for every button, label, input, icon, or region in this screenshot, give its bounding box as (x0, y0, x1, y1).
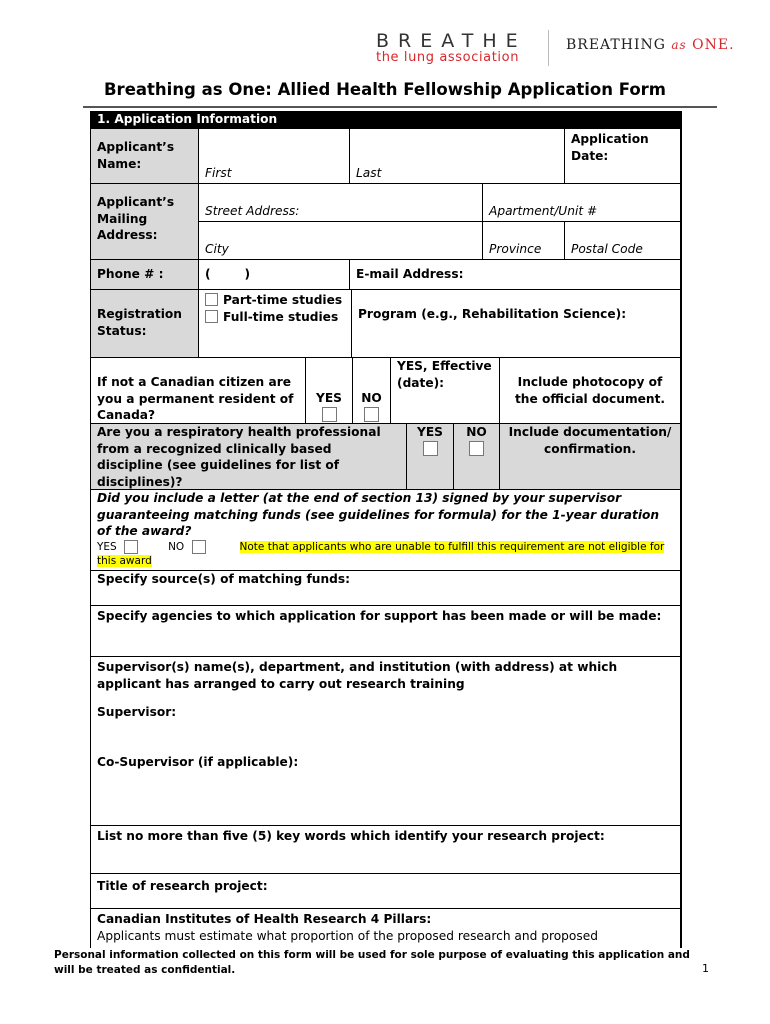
title-rule (83, 106, 717, 108)
name-label: Applicant’s Name: (91, 129, 199, 184)
part-time-checkbox[interactable] (205, 293, 218, 306)
citizen-no-checkbox[interactable] (364, 407, 379, 422)
respiratory-no-checkbox[interactable] (469, 441, 484, 456)
phone-field[interactable]: ( ) (199, 260, 350, 290)
street-hint: Street Address: (205, 203, 300, 218)
respiratory-question: Are you a respiratory health professional from a recognized clinically based discipline (see guidelines for list of disciplines)? (91, 424, 407, 490)
citizen-no-cell (353, 358, 391, 424)
respiratory-yes-checkbox[interactable] (423, 441, 438, 456)
address-label: Applicant’s Mailing Address: (91, 184, 199, 260)
application-date-field[interactable]: Application Date: (565, 129, 681, 184)
section-heading: 1. Application Information (91, 111, 681, 129)
letter-answer-line (97, 540, 674, 568)
citizen-no-label: NO (361, 391, 382, 405)
letter-yes-checkbox[interactable] (124, 540, 138, 554)
part-time-option[interactable] (205, 292, 345, 309)
program-field[interactable]: Program (e.g., Rehabilitation Science): (352, 290, 681, 358)
respiratory-no-cell (454, 424, 500, 490)
citizen-yes-checkbox[interactable] (322, 407, 337, 422)
respiratory-yes-label: YES (417, 425, 443, 439)
unit-field[interactable] (483, 184, 681, 222)
breathe-logo-text: BREATHE (376, 30, 527, 52)
supervisor-field[interactable]: Supervisor: (97, 705, 177, 719)
letter-question: Did you include a letter (at the end of section 13) signed by your supervisor guaranteeing matching funds (see guidelines for formula) for the 1-year duration of the award? (97, 491, 660, 538)
citizen-yes-label: YES (316, 391, 342, 405)
breathing-as-one-logo (566, 37, 735, 53)
co-supervisor-field[interactable]: Co-Supervisor (if applicable): (97, 754, 299, 769)
letter-question-cell (91, 490, 681, 571)
city-hint: City (205, 241, 229, 256)
logo-part-1: BREATHING (566, 37, 672, 53)
first-name-field[interactable] (199, 129, 350, 184)
street-field[interactable] (199, 184, 483, 222)
matching-funds-field[interactable]: Specify source(s) of matching funds: (91, 571, 681, 606)
postal-code-hint: Postal Code (571, 241, 643, 256)
registration-options (199, 290, 352, 358)
confidentiality-footer: Personal information collected on this form will be used for sole purpose of evaluating this application and will be treated as confidential. (54, 949, 690, 976)
logo-part-2: as (671, 38, 687, 52)
province-field[interactable] (483, 222, 565, 260)
email-field[interactable]: E-mail Address: (350, 260, 681, 290)
full-time-label: Full-time studies (223, 309, 339, 324)
full-time-checkbox[interactable] (205, 310, 218, 323)
page-number: 1 (702, 962, 709, 975)
letter-eligibility-note: Note that applicants who are unable to fulfill this requirement are not eligible for this award (97, 540, 665, 567)
first-name-hint: First (205, 165, 232, 180)
city-field[interactable] (199, 222, 483, 260)
page-title: Breathing as One: Allied Health Fellowship Application Form (103, 80, 666, 99)
last-name-field[interactable] (350, 129, 565, 184)
agencies-field[interactable]: Specify agencies to which application for support has been made or will be made: (91, 606, 681, 657)
pillars-cell (91, 909, 681, 948)
logo-divider (548, 30, 549, 66)
last-name-hint: Last (356, 165, 382, 180)
province-hint: Province (489, 241, 542, 256)
part-time-label: Part-time studies (223, 293, 343, 307)
unit-hint: Apartment/Unit # (489, 203, 598, 218)
citizen-yes-cell (306, 358, 353, 424)
letter-no-label: NO (168, 540, 185, 553)
citizen-question: If not a Canadian citizen are you a permanent resident of Canada? (91, 358, 306, 424)
registration-label: Registration Status: (91, 290, 199, 358)
postal-code-field[interactable] (565, 222, 681, 260)
supervisors-heading: Supervisor(s) name(s), department, and institution (with address) at which applicant has arranged to carry out research training (97, 660, 618, 691)
full-time-option[interactable] (205, 309, 345, 326)
citizen-note: Include photocopy of the official document. (500, 358, 681, 424)
pillars-heading: Canadian Institutes of Health Research 4 Pillars: (97, 912, 432, 926)
phone-label: Phone # : (91, 260, 199, 290)
application-form (90, 111, 682, 948)
project-title-field[interactable]: Title of research project: (91, 874, 681, 909)
letter-yes-label: YES (97, 540, 117, 553)
citizen-effective-date[interactable]: YES, Effective (date): (391, 358, 500, 424)
respiratory-yes-cell (407, 424, 454, 490)
respiratory-no-label: NO (466, 425, 487, 439)
letter-no-checkbox[interactable] (192, 540, 206, 554)
pillars-text: Applicants must estimate what proportion of the proposed research and proposed (97, 928, 598, 943)
supervisors-cell (91, 657, 681, 826)
respiratory-note: Include documentation/ confirmation. (500, 424, 681, 490)
logo-part-3: ONE. (686, 37, 735, 53)
keywords-field[interactable]: List no more than five (5) key words which identify your research project: (91, 826, 681, 874)
lung-association-logo-text: the lung association (376, 50, 520, 65)
